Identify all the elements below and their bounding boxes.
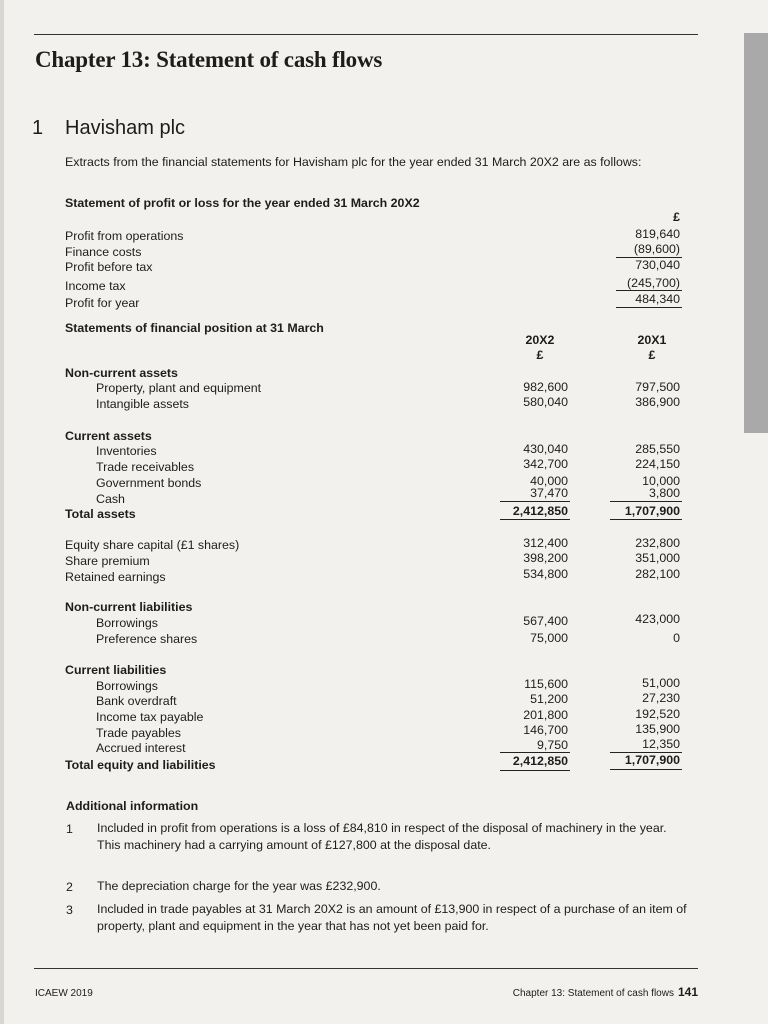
pl-currency: £	[673, 210, 680, 224]
sfp-value-20x2: 982,600	[523, 380, 568, 394]
sfp-value-20x1: 386,900	[635, 395, 680, 409]
sfp-value-20x1: 51,000	[642, 676, 680, 690]
sfp-row-label: Cash	[96, 492, 125, 506]
pl-row-value: (89,600)	[633, 242, 680, 256]
footer-publisher: ICAEW 2019	[35, 988, 93, 999]
sfp-group-heading: Current liabilities	[65, 663, 167, 677]
sfp-row-label: Share premium	[65, 554, 150, 568]
pl-row-value: 484,340	[635, 292, 680, 306]
chapter-title: Chapter 13: Statement of cash flows	[35, 47, 383, 72]
sfp-value-20x1: 27,230	[642, 691, 680, 705]
sfp-value-20x1: 797,500	[635, 380, 680, 394]
sfp-row-label: Bank overdraft	[96, 694, 177, 708]
sfp-value-20x2: 312,400	[523, 536, 568, 550]
sfp-value-20x1: 282,100	[635, 567, 680, 581]
sfp-group-heading: Non-current liabilities	[65, 600, 193, 614]
sfp-value-20x2: 51,200	[530, 692, 568, 706]
sfp-total-20x1: 1,707,900	[624, 753, 680, 767]
pl-heading: Statement of profit or loss for the year ended 31 March 20X2	[65, 196, 420, 210]
sfp-value-20x1: 12,350	[642, 737, 680, 751]
sfp-col2-year: 20X1	[637, 333, 667, 347]
sfp-row-label: Preference shares	[96, 632, 198, 646]
pl-double-rule	[616, 307, 682, 308]
sfp-value-20x2: 430,040	[523, 442, 568, 456]
total-assets-rule-20x1	[610, 501, 682, 502]
sfp-value-20x1: 423,000	[635, 612, 680, 626]
sfp-value-20x2: 115,600	[524, 677, 568, 691]
pl-row-label: Profit from operations	[65, 229, 184, 243]
total-assets-rule-20x2	[500, 501, 570, 502]
sfp-value-20x2: 342,700	[523, 457, 568, 471]
pl-row-label: Finance costs	[65, 245, 142, 259]
pl-row-label: Profit before tax	[65, 260, 153, 274]
pl-row-value: 819,640	[635, 227, 680, 241]
page-edge	[0, 0, 4, 1024]
sfp-value-20x2: 75,000	[530, 631, 568, 645]
note-number: 2	[66, 880, 73, 894]
total-el-double-rule-20x2	[500, 770, 570, 771]
sfp-row-label: Trade receivables	[96, 460, 195, 474]
note-text: Included in profit from operations is a loss of £84,810 in respect of the disposal of machinery in the year. This machinery had a carrying amount of £127,800 at the disposal date.	[97, 821, 667, 852]
sfp-group-heading: Non-current assets	[65, 366, 178, 380]
footer-chapter	[513, 985, 698, 999]
sfp-value-20x2: 201,800	[523, 708, 568, 722]
sfp-total-20x2: 2,412,850	[512, 754, 568, 768]
footer-chapter-title: Chapter 13: Statement of cash flows	[512, 988, 674, 999]
sfp-total-20x2: 2,412,850	[512, 504, 568, 518]
sfp-value-20x2: 146,700	[523, 723, 568, 737]
sfp-total-label: Total assets	[65, 507, 136, 521]
sfp-value-20x2: 567,400	[523, 614, 568, 628]
page-number: 141	[677, 985, 698, 999]
sfp-value-20x2: 40,000	[530, 474, 568, 488]
sfp-group-heading: Current assets	[65, 429, 152, 443]
sfp-row-label: Equity share capital (£1 shares)	[65, 538, 240, 552]
note-text: The depreciation charge for the year was £232,900.	[97, 879, 381, 893]
sfp-row-label: Inventories	[96, 444, 157, 458]
sfp-value-20x1: 351,000	[635, 551, 680, 565]
pl-row-label: Profit for year	[65, 296, 140, 310]
sfp-row-label: Government bonds	[96, 476, 202, 490]
sfp-value-20x1: 224,150	[635, 457, 680, 471]
section-number: 1	[32, 117, 44, 139]
additional-info-heading: Additional information	[66, 799, 199, 813]
sfp-value-20x1: 0	[673, 631, 680, 645]
sfp-value-20x2: 580,040	[523, 395, 568, 409]
sfp-row-label: Income tax payable	[96, 710, 204, 724]
bottom-rule	[34, 968, 698, 969]
sfp-value-20x2: 9,750	[536, 738, 568, 752]
sfp-row-label: Accrued interest	[96, 741, 186, 755]
chapter-side-tab	[744, 33, 768, 433]
note-number: 1	[66, 822, 73, 836]
sfp-value-20x1: 10,000	[642, 474, 680, 488]
sfp-col1-year: 20X2	[525, 333, 555, 347]
sfp-value-20x1: 135,900	[635, 722, 680, 736]
sfp-row-label: Trade payables	[96, 726, 181, 740]
sfp-row-label: Borrowings	[96, 679, 158, 693]
note-text: Included in trade payables at 31 March 20X2 is an amount of £13,900 in respect of a purchase of an item of property, plant and equipment in the year that has not yet been paid for.	[97, 902, 687, 933]
pl-row-value: (245,700)	[626, 276, 680, 290]
sfp-value-20x1: 3,800	[648, 486, 680, 500]
pl-row-value: 730,040	[635, 258, 680, 272]
section-title: Havisham plc	[65, 117, 186, 139]
total-assets-double-rule-20x2	[500, 519, 570, 520]
pl-total-rule	[616, 290, 682, 291]
sfp-row-label: Borrowings	[96, 616, 158, 630]
intro-paragraph: Extracts from the financial statements for Havisham plc for the year ended 31 March 20X2 are as follows:	[65, 155, 642, 169]
sfp-col1-currency: £	[536, 348, 544, 362]
sfp-row-label: Property, plant and equipment	[96, 381, 262, 395]
total-el-rule-20x2	[500, 752, 570, 753]
total-assets-double-rule-20x1	[610, 519, 682, 520]
top-rule	[34, 34, 698, 35]
sfp-value-20x1: 232,800	[635, 536, 680, 550]
pl-row-label: Income tax	[65, 279, 126, 293]
sfp-row-label: Retained earnings	[65, 570, 166, 584]
note-number: 3	[66, 903, 73, 917]
sfp-row-label: Intangible assets	[96, 397, 189, 411]
sfp-total-20x1: 1,707,900	[624, 504, 680, 518]
sfp-total-label: Total equity and liabilities	[65, 758, 216, 772]
sfp-value-20x1: 285,550	[635, 442, 680, 456]
sfp-heading: Statements of financial position at 31 March	[65, 321, 324, 335]
sfp-value-20x1: 192,520	[635, 707, 680, 721]
sfp-value-20x2: 398,200	[523, 551, 568, 565]
sfp-value-20x2: 37,470	[530, 486, 568, 500]
total-el-double-rule-20x1	[610, 769, 682, 770]
sfp-col2-currency: £	[648, 348, 656, 362]
sfp-value-20x2: 534,800	[523, 567, 568, 581]
